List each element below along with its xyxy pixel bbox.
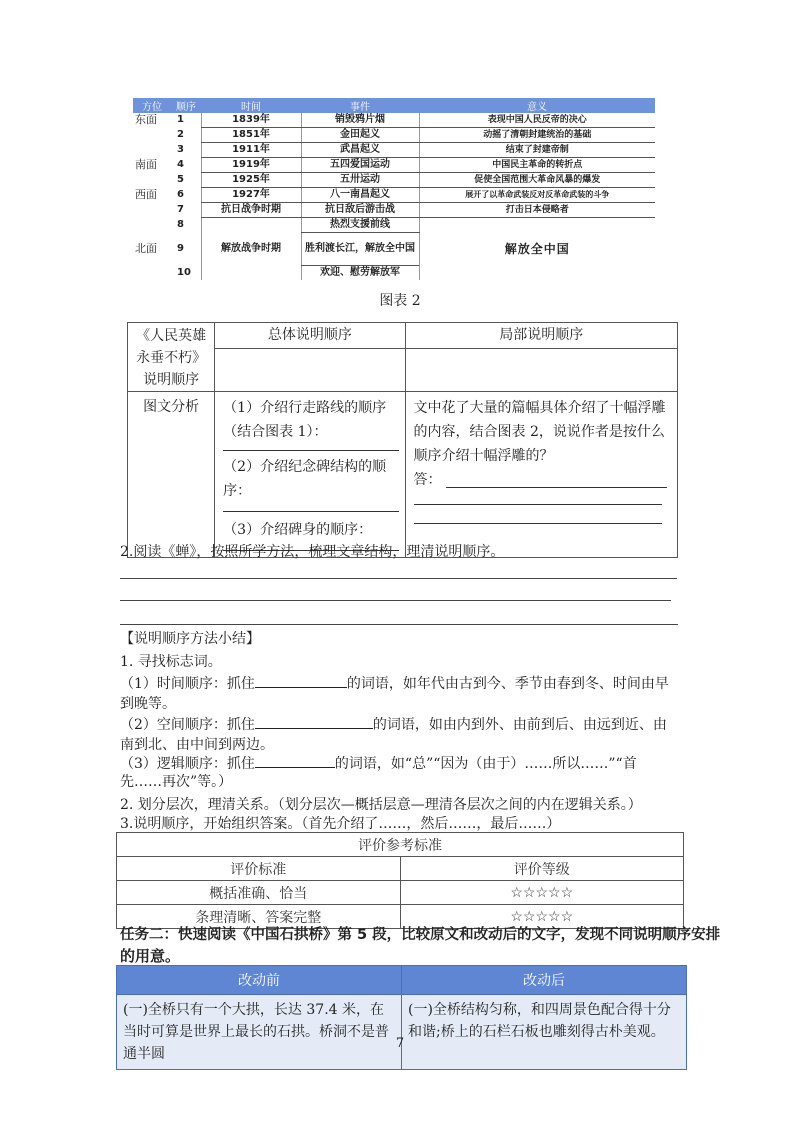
answer-line-2[interactable]: [223, 511, 399, 512]
table-row: [133, 158, 655, 173]
meaning-cell: 促使全国范围大革命风暴的爆发: [419, 173, 655, 188]
overall-order-cell[interactable]: [215, 349, 405, 392]
logic-order-cont: 先……再次”等。）: [120, 774, 233, 790]
order-cell: 10: [177, 266, 191, 278]
time-order-blank[interactable]: [255, 673, 347, 688]
local-order-cell[interactable]: [405, 349, 678, 392]
header-order: 顺序: [171, 98, 201, 113]
local-question: [405, 392, 678, 558]
row-label-analysis: 图文分析: [128, 392, 215, 558]
evaluation-table: [116, 832, 684, 929]
time-cell: 抗日战争时期: [201, 203, 301, 218]
event-cell: 销毁鸦片烟: [301, 113, 419, 128]
event-cell: 抗日敌后游击战: [301, 203, 419, 218]
header-direction: 方位: [133, 98, 171, 113]
task2-heading-line1: 任务二：快速阅读《中国石拱桥》第 5 段，比较原文和改动后的文字，发现不同说明顺序安排: [120, 927, 721, 943]
meaning-cell: 表现中国人民反帝的决心: [419, 113, 655, 128]
star-rating[interactable]: ☆☆☆☆☆: [400, 905, 684, 929]
eval-col-criterion: 评价标准: [117, 857, 401, 881]
logic-order-blank[interactable]: [255, 753, 335, 768]
time-cell: 1851年: [201, 128, 301, 143]
time-cell: 1927年: [201, 188, 301, 203]
table-row: [133, 113, 655, 128]
space-order-cont: 南到北、由中间到两边。: [120, 737, 274, 753]
table-row: [133, 173, 655, 188]
comparison-table: [116, 965, 687, 1070]
event-cell: 胜利渡长江，解放全中国: [301, 233, 419, 266]
compare-before-text: (一)全桥只有一个大拱，长达 37.4 米，在当时可算是世界上最长的石拱。桥洞不是普通半圆: [117, 995, 402, 1070]
table-row: [133, 143, 655, 158]
direction-cell: 东面: [135, 113, 157, 127]
eval-criterion: 概括准确、恰当: [117, 881, 401, 905]
time-order-prefix: （1）时间顺序：抓住: [120, 676, 255, 692]
summary-step-1: 1. 寻找标志词。: [120, 654, 222, 670]
summary-title: 【说明顺序方法小结】: [120, 631, 260, 647]
question-1: （1）介绍行走路线的顺序（结合图表 1）：: [223, 400, 387, 440]
table-row: [133, 218, 655, 233]
figure-table: [133, 98, 655, 280]
meaning-cell: 打击日本侵略者: [419, 203, 655, 218]
answer-label: 答：: [413, 472, 442, 488]
question-2: （2）介绍纪念碑结构的顺序：: [223, 459, 387, 499]
task2-heading-line2: 的用意。: [120, 947, 181, 965]
space-order-line: [120, 714, 667, 735]
time-cell-north: 解放战争时期: [201, 218, 301, 281]
direction-cell: [133, 143, 171, 158]
order-cell: 6: [177, 189, 184, 200]
answer-line-1[interactable]: [223, 450, 399, 451]
time-cell: 1919年: [201, 158, 301, 173]
eval-col-rating: 评价等级: [400, 857, 684, 881]
answer-line-relief-2[interactable]: [414, 504, 662, 505]
order-cell: 4: [177, 159, 184, 170]
summary-step-3: 3.说明顺序，开始组织答案。（首先介绍了……，然后……，最后……）: [120, 816, 561, 832]
answer-line-q2-3[interactable]: [120, 624, 678, 625]
direction-cell: 南面: [135, 158, 157, 171]
event-cell: 欢迎、慰劳解放军: [301, 266, 419, 281]
event-cell: 武昌起义: [301, 143, 419, 158]
order-cell: 1: [177, 114, 184, 126]
space-order-blank[interactable]: [255, 714, 373, 729]
page-number: 7: [395, 1036, 405, 1051]
order-cell: 9: [177, 243, 184, 254]
answer-line-relief-3[interactable]: [414, 523, 662, 524]
col-header-overall: 总体说明顺序: [215, 323, 405, 349]
event-cell: 五四爱国运动: [301, 158, 419, 173]
space-order-suffix: 的词语，如由内到外、由前到后、由远到近、由: [372, 717, 667, 733]
time-cell: 1925年: [201, 173, 301, 188]
direction-cell-north: 北面: [135, 241, 157, 255]
col-header-local: 局部说明顺序: [405, 323, 678, 349]
header-time: 时间: [201, 98, 301, 113]
time-order-line: [120, 673, 669, 694]
compare-header-before: 改动前: [117, 966, 402, 995]
logic-order-prefix: （3）逻辑顺序：抓住: [120, 756, 255, 772]
figure-table-header: [133, 98, 655, 113]
answer-line-q2-2[interactable]: [120, 600, 671, 601]
answer-line-relief-1[interactable]: [446, 487, 668, 488]
order-cell: 8: [177, 219, 184, 230]
eval-criterion: 条理清晰、答案完整: [117, 905, 401, 929]
row-label-text: 《人民英雄永垂不朽》说明顺序: [136, 328, 207, 388]
eval-title: 评价参考标准: [117, 833, 684, 857]
table-row: [133, 203, 655, 218]
figure-caption: 图表 2: [379, 293, 421, 309]
direction-cell: 西面: [135, 188, 157, 201]
row-label-order: [128, 323, 215, 392]
logic-order-suffix: 的词语，如“总”“因为（由于）……所以……”“首: [334, 756, 637, 772]
order-cell: 5: [177, 174, 184, 185]
direction-cell: [133, 173, 171, 188]
order-cell: 2: [177, 129, 184, 140]
header-event: 事件: [301, 98, 419, 113]
logic-order-line: [120, 753, 637, 774]
direction-cell: [133, 128, 171, 143]
question-2-text: 2.阅读《蝉》，按照所学方法，梳理文章结构，理清说明顺序。: [120, 544, 505, 560]
event-cell: 五卅运动: [301, 173, 419, 188]
compare-header-after: 改动后: [402, 966, 687, 995]
overall-questions: [215, 392, 405, 558]
answer-line-q2-1[interactable]: [120, 578, 677, 579]
direction-cell: [133, 203, 171, 218]
event-cell: 金田起义: [301, 128, 419, 143]
time-order-cont: 到晚等。: [120, 696, 176, 712]
table-row: [133, 188, 655, 203]
order-cell: 3: [177, 144, 184, 155]
table-row: [117, 881, 684, 905]
meaning-cell: 结束了封建帝制: [419, 143, 655, 158]
meaning-cell-north: 解放全中国: [419, 218, 655, 281]
meaning-cell: 展开了以革命武装反对反革命武装的斗争: [419, 188, 655, 203]
table-row: [133, 128, 655, 143]
star-rating[interactable]: ☆☆☆☆☆: [400, 881, 684, 905]
meaning-cell: 中国民主革命的转折点: [419, 158, 655, 173]
compare-after-text: (一)全桥结构匀称，和四周景色配合得十分和谐;桥上的石栏石板也雕刻得古朴美观。: [402, 995, 687, 1070]
order-cell: 7: [177, 204, 184, 215]
space-order-prefix: （2）空间顺序：抓住: [120, 717, 255, 733]
summary-step-2: 2. 划分层次，理清关系。（划分层次—概括层意—理清各层次之间的内在逻辑关系。）: [120, 797, 642, 813]
event-cell: 热烈支援前线: [301, 218, 419, 233]
time-cell: 1839年: [201, 113, 301, 128]
question-3: （3）介绍碑身的顺序：: [223, 522, 373, 538]
question-relief: 文中花了大量的篇幅具体介绍了十幅浮雕的内容，结合图表 2，说说作者是按什么顺序介绍十幅浮雕的？: [413, 400, 666, 464]
event-cell: 八一南昌起义: [301, 188, 419, 203]
header-meaning: 意义: [419, 98, 655, 113]
time-order-suffix: 的词语，如年代由古到今、季节由春到冬、时间由早: [346, 676, 669, 692]
analysis-table: [127, 322, 678, 558]
meaning-cell: 动摇了清朝封建统治的基础: [419, 128, 655, 143]
time-cell: 1911年: [201, 143, 301, 158]
